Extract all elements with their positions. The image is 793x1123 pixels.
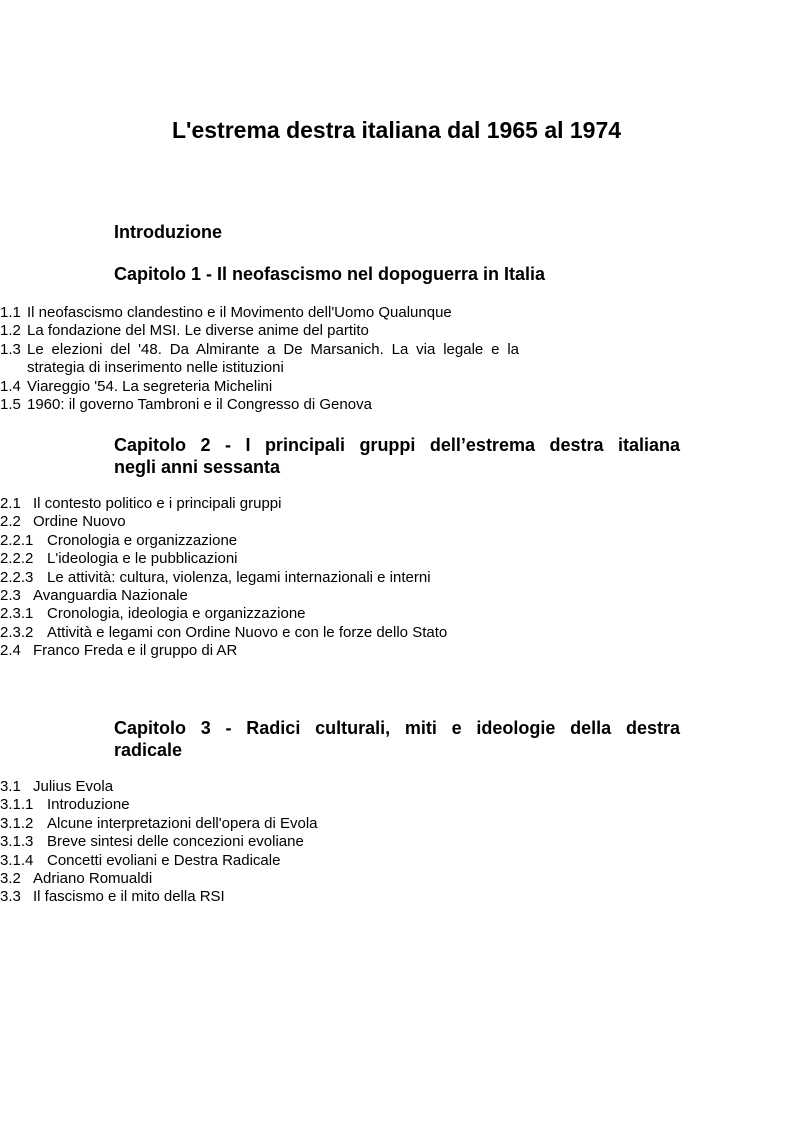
toc-item-3-1 bbox=[0, 778, 793, 796]
toc-item-2-3-1 bbox=[0, 605, 793, 623]
toc-number: 3.1.1 bbox=[0, 796, 34, 814]
chapter-2-heading bbox=[114, 434, 680, 478]
toc-item-1-1 bbox=[0, 304, 793, 322]
toc-item-3-3 bbox=[0, 888, 793, 906]
toc-text: Breve sintesi delle concezioni evoliane bbox=[47, 833, 304, 851]
chapter-3-toc bbox=[0, 778, 793, 907]
toc-text: L'ideologia e le pubblicazioni bbox=[47, 550, 238, 568]
document-title: L'estrema destra italiana dal 1965 al 1974 bbox=[171, 117, 622, 143]
toc-text: Cronologia e organizzazione bbox=[47, 531, 238, 549]
toc-text: Il neofascismo clandestino e il Movimento dell'Uomo Qualunque bbox=[27, 304, 452, 321]
toc-text: La fondazione del MSI. Le diverse anime del partito bbox=[27, 322, 369, 340]
toc-item-3-1-2 bbox=[0, 815, 793, 833]
toc-number: 2.3.1 bbox=[0, 605, 34, 623]
toc-item-2-2 bbox=[0, 513, 793, 531]
toc-item-3-2 bbox=[0, 870, 793, 888]
toc-number: 1.4 bbox=[0, 377, 21, 395]
toc-item-2-2-3 bbox=[0, 569, 793, 587]
toc-number: 3.1.2 bbox=[0, 814, 34, 832]
toc-number: 2.2.2 bbox=[0, 550, 34, 568]
chapter-3-heading bbox=[114, 717, 680, 761]
toc-item-1-4 bbox=[0, 378, 793, 396]
toc-item-3-1-3 bbox=[0, 833, 793, 851]
toc-item-2-1 bbox=[0, 495, 793, 513]
toc-item-2-2-1 bbox=[0, 532, 793, 550]
toc-text: Alcune interpretazioni dell'opera di Evola bbox=[47, 814, 318, 832]
toc-item-2-3-2 bbox=[0, 624, 793, 642]
toc-number: 3.3 bbox=[0, 888, 21, 906]
toc-item-3-1-1 bbox=[0, 796, 793, 814]
toc-item-2-2-2 bbox=[0, 550, 793, 568]
toc-number: 1.5 bbox=[0, 396, 21, 414]
toc-text: Introduzione bbox=[47, 796, 130, 814]
toc-number: 1.2 bbox=[0, 322, 21, 340]
toc-text: Viareggio '54. La segreteria Michelini bbox=[27, 377, 273, 395]
toc-number: 2.2.3 bbox=[0, 568, 34, 586]
toc-item-2-4 bbox=[0, 642, 793, 660]
toc-text: Adriano Romualdi bbox=[33, 870, 153, 888]
toc-item-1-2 bbox=[0, 322, 793, 340]
toc-number: 2.2.1 bbox=[0, 531, 34, 549]
chapter-3-heading-line1: Capitolo 3 - Radici culturali, miti e ideologie della destra bbox=[114, 718, 680, 738]
toc-text: Le elezioni del '48. Da Almirante a De Marsanich. La via legale e la strategia di inserimento nelle istituzioni bbox=[27, 340, 519, 377]
toc-item-2-3 bbox=[0, 587, 793, 605]
toc-number: 2.2 bbox=[0, 513, 21, 531]
toc-number: 3.2 bbox=[0, 870, 21, 888]
toc-text: Cronologia, ideologia e organizzazione bbox=[47, 605, 306, 623]
toc-number: 2.4 bbox=[0, 642, 21, 660]
toc-number: 3.1.4 bbox=[0, 851, 34, 869]
toc-number: 2.3.2 bbox=[0, 623, 34, 641]
chapter-3-heading-line2: radicale bbox=[114, 740, 183, 760]
chapter-2-heading-line2: negli anni sessanta bbox=[114, 457, 281, 477]
toc-text: Attività e legami con Ordine Nuovo e con le forze dello Stato bbox=[47, 623, 448, 641]
toc-text: Ordine Nuovo bbox=[33, 513, 126, 531]
toc-text: Il contesto politico e i principali gruppi bbox=[33, 495, 282, 512]
toc-text: Le attività: cultura, violenza, legami internazionali e interni bbox=[47, 568, 431, 586]
toc-text: Julius Evola bbox=[33, 778, 114, 795]
introduction-heading: Introduzione bbox=[114, 222, 222, 242]
toc-text: Franco Freda e il gruppo di AR bbox=[33, 642, 238, 660]
toc-text: 1960: il governo Tambroni e il Congresso di Genova bbox=[27, 396, 372, 414]
toc-item-1-3 bbox=[0, 341, 793, 378]
chapter-2-toc bbox=[0, 495, 793, 661]
chapter-2-heading-line1: Capitolo 2 - I principali gruppi dell’estrema destra italiana bbox=[114, 435, 680, 455]
toc-number: 3.1 bbox=[0, 778, 21, 795]
toc-number: 2.1 bbox=[0, 495, 21, 512]
toc-text: Concetti evoliani e Destra Radicale bbox=[47, 851, 281, 869]
toc-number: 3.1.3 bbox=[0, 833, 34, 851]
toc-text: Il fascismo e il mito della RSI bbox=[33, 888, 225, 906]
toc-item-3-1-4 bbox=[0, 852, 793, 870]
chapter-1-toc bbox=[0, 304, 793, 414]
chapter-1-heading: Capitolo 1 - Il neofascismo nel dopoguerra in Italia bbox=[114, 264, 546, 284]
toc-item-1-5 bbox=[0, 396, 793, 414]
toc-number: 1.3 bbox=[0, 340, 21, 358]
toc-number: 2.3 bbox=[0, 587, 21, 605]
toc-text: Avanguardia Nazionale bbox=[33, 587, 188, 605]
toc-number: 1.1 bbox=[0, 304, 21, 321]
